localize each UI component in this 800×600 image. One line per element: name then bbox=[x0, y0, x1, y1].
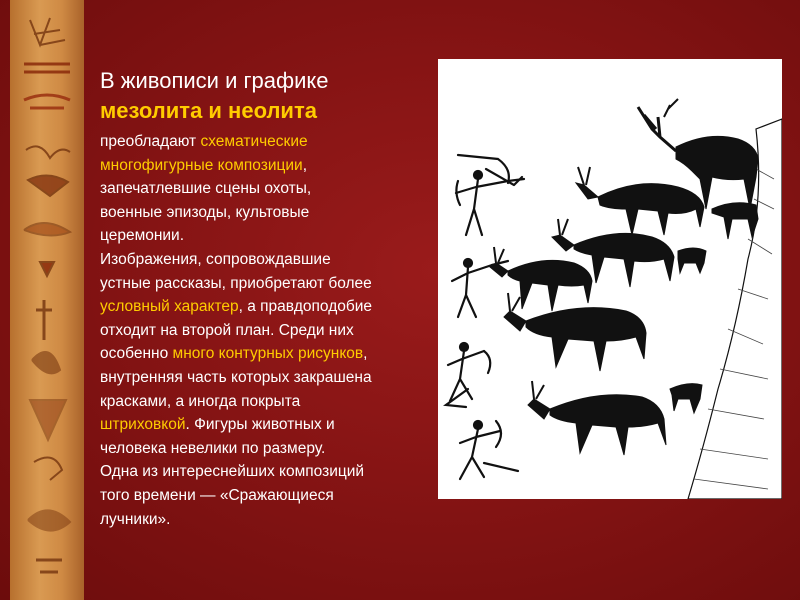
text-block bbox=[100, 66, 440, 531]
body-line: военные эпизоды, культовые bbox=[100, 203, 310, 221]
body-line: красками, а иногда покрыта bbox=[100, 392, 301, 410]
body-line: устные рассказы, приобретают более bbox=[100, 274, 372, 292]
body-line bbox=[100, 295, 440, 319]
text-span: . Фигуры животных и bbox=[185, 416, 335, 434]
highlight-text: многофигурные композиции bbox=[100, 156, 303, 174]
rock-art-hunting-scene-icon bbox=[438, 59, 782, 499]
highlight-text: схематические bbox=[200, 133, 308, 150]
body-line: отходит на второй план. Среди них bbox=[100, 321, 354, 339]
body-line: церемонии. bbox=[100, 227, 185, 245]
highlight-text: условный характер bbox=[100, 298, 239, 316]
body-line: того времени — «Сражающиеся bbox=[100, 486, 334, 504]
text-span: , а правдоподобие bbox=[238, 298, 373, 316]
heading-line-1: В живописи и графике bbox=[100, 68, 329, 93]
text-span: особенно bbox=[100, 345, 173, 363]
body-line bbox=[100, 413, 440, 437]
body-line: человека невелики по размеру. bbox=[100, 439, 326, 457]
highlight-text: штриховкой bbox=[100, 416, 186, 434]
body-line: лучники». bbox=[100, 510, 171, 528]
body-line: запечатлевшие сцены охоты, bbox=[100, 180, 312, 198]
highlight-text: много контурных рисунков bbox=[172, 345, 364, 363]
body-line: Изображения, сопровождавшие bbox=[100, 250, 331, 268]
hieroglyph-ornament-icon bbox=[10, 0, 84, 600]
body-line bbox=[100, 154, 440, 178]
body-line: Одна из интереснейших композиций bbox=[100, 463, 365, 481]
ornament-strip bbox=[10, 0, 84, 600]
text-span: преобладают bbox=[100, 133, 201, 150]
rock-art-picture bbox=[438, 59, 782, 499]
body-text bbox=[100, 130, 440, 531]
body-line: внутренняя часть которых закрашена bbox=[100, 368, 372, 386]
body-line bbox=[100, 342, 440, 366]
body-line bbox=[100, 130, 440, 154]
heading-line-2: мезолита и неолита bbox=[100, 98, 317, 123]
text-span: , bbox=[363, 345, 368, 363]
text-span: , bbox=[302, 156, 308, 174]
